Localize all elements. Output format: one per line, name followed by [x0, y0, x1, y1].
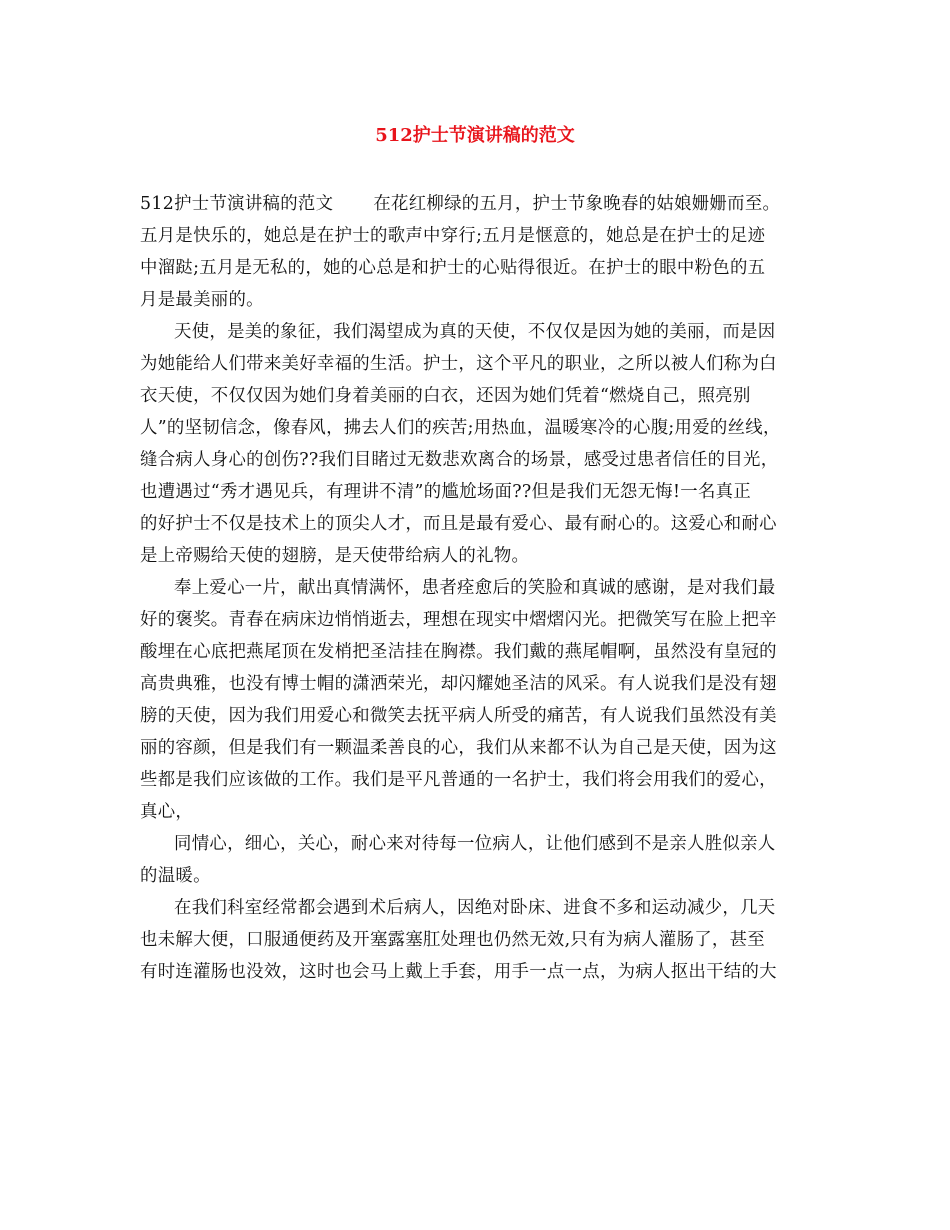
- text-line: 中溜跶;五月是无私的，她的心总是和护士的心贴得很近。在护士的眼中粉色的五: [140, 258, 766, 278]
- text-line: 有时连灌肠也没效，这时也会马上戴上手套，用手一点一点，为病人抠出干结的大: [140, 962, 777, 982]
- text-line: 为她能给人们带来美好幸福的生活。护士，这个平凡的职业，之所以被人们称为白: [140, 354, 777, 374]
- text-line: 好的褒奖。青春在病床边悄悄逝去，理想在现实中熠熠闪光。把微笑写在脸上把辛: [140, 610, 777, 630]
- text-line: 同情心，细心，关心，耐心来对待每一位病人，让他们感到不是亲人胜似亲人: [174, 834, 776, 854]
- paragraph-5: [140, 892, 822, 988]
- text-line: 高贵典雅，也没有博士帽的潇洒荣光，却闪耀她圣洁的风采。有人说我们是没有翅: [140, 674, 777, 694]
- paragraph-2: [140, 316, 822, 572]
- text-line: 奉上爱心一片，献出真情满怀，患者痊愈后的笑脸和真诚的感谢，是对我们最: [174, 578, 776, 598]
- text-line: 是上帝赐给天使的翅膀，是天使带给病人的礼物。: [140, 546, 530, 566]
- text-line: 天使，是美的象征，我们渴望成为真的天使，不仅仅是因为她的美丽，而是因: [174, 322, 776, 342]
- document-title: 512护士节演讲稿的范文: [375, 125, 575, 146]
- inline-heading: 512护士节演讲稿的范文: [140, 194, 334, 214]
- paragraph-3: [140, 572, 822, 828]
- text-line: 酸埋在心底把燕尾顶在发梢把圣洁挂在胸襟。我们戴的燕尾帽啊，虽然没有皇冠的: [140, 642, 777, 662]
- text-line: 丽的容颜，但是我们有一颗温柔善良的心，我们从来都不认为自己是天使，因为这: [140, 738, 777, 758]
- document-body: [140, 188, 822, 988]
- text-line: 真心，: [140, 802, 194, 822]
- text-line: 的温暖。: [140, 866, 211, 886]
- text-line: 也遭遇过“秀才遇见兵，有理讲不清”的尴尬场面??但是我们无怨无悔!一名真正: [140, 482, 752, 502]
- text-line: 人”的坚韧信念，像春风，拂去人们的疾苦;用热血，温暖寒冷的心腹;用爱的丝线，: [140, 418, 781, 438]
- text-line: 月是最美丽的。: [140, 290, 264, 310]
- text-line: 的好护士不仅是技术上的顶尖人才，而且是最有爱心、最有耐心的。这爱心和耐心: [140, 514, 777, 534]
- text-line: 些都是我们应该做的工作。我们是平凡普通的一名护士，我们将会用我们的爱心，: [140, 770, 777, 790]
- text-line: 在我们科室经常都会遇到术后病人，因绝对卧床、进食不多和运动减少，几天: [174, 898, 776, 918]
- text-line: [140, 188, 822, 220]
- text-line: 也未解大便，口服通便药及开塞露塞肛处理也仍然无效,只有为病人灌肠了，甚至: [140, 930, 766, 950]
- paragraph-4: [140, 828, 822, 892]
- text-line: 五月是快乐的，她总是在护士的歌声中穿行;五月是惬意的，她总是在护士的足迹: [140, 226, 766, 246]
- text-line: 缝合病人身心的创伤??我们目睹过无数悲欢离合的场景，感受过患者信任的目光，: [140, 450, 779, 470]
- paragraph-1: [140, 188, 822, 316]
- text-line: 膀的天使，因为我们用爱心和微笑去抚平病人所受的痛苦，有人说我们虽然没有美: [140, 706, 777, 726]
- text-line: 衣天使，不仅仅因为她们身着美丽的白衣，还因为她们凭着“燃烧自己，照亮别: [140, 386, 751, 406]
- line-text: 在花红柳绿的五月，护士节象晚春的姑娘姗姗而至。: [373, 194, 781, 214]
